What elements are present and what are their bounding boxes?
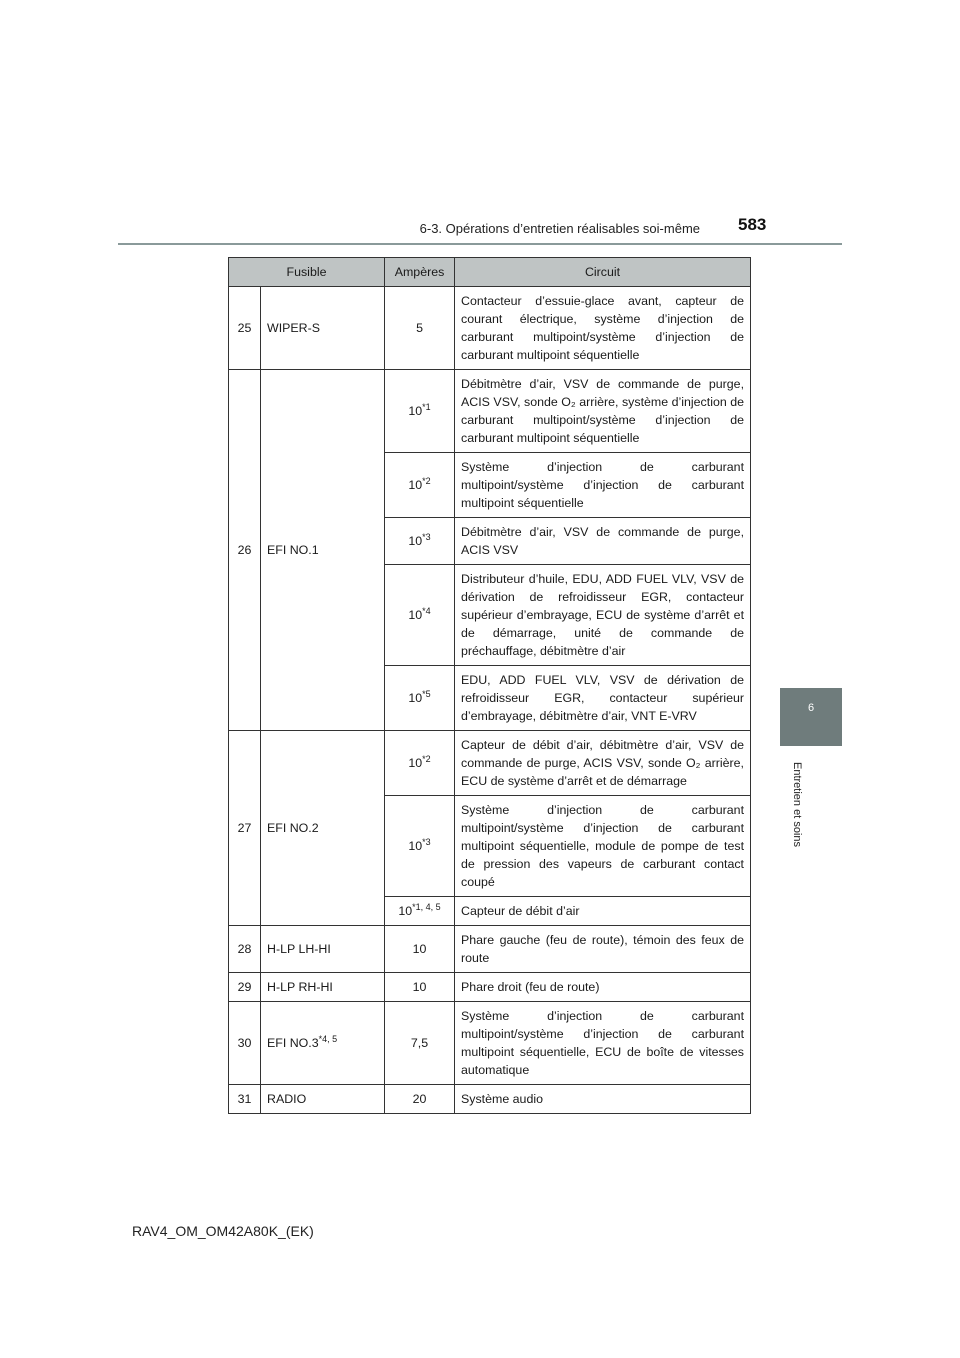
amperage-value: 10 [398,904,413,918]
fuse-number: 29 [229,973,261,1002]
fuse-name: H-LP RH-HI [267,980,333,994]
amperage-cell [385,731,455,796]
footnote-ref: *4, 5 [318,1033,338,1044]
table-row [229,926,751,973]
section-title: 6-3. Opérations d’entretien réalisables soi-même [419,221,700,236]
fuse-name: H-LP LH-HI [267,942,331,956]
footnote-ref: *1, 4, 5 [412,901,441,912]
table-row [229,731,751,796]
fuse-number: 26 [229,370,261,731]
amperage-cell [385,666,455,731]
circuit-description: Débitmètre d’air, VSV de commande de purge, ACIS VSV [455,518,751,565]
fuse-number: 28 [229,926,261,973]
amperage-cell [385,518,455,565]
fuse-name-cell [261,973,385,1002]
amperage-cell [385,973,455,1002]
amperage-cell [385,926,455,973]
fuse-name: EFI NO.3 [267,1036,319,1050]
amperage-value: 7,5 [410,1036,429,1050]
fuse-name-cell [261,370,385,731]
amperage-value: 10 [408,404,423,418]
table-row [229,973,751,1002]
circuit-description: EDU, ADD FUEL VLV, VSV de dérivation de refroidisseur EGR, contacteur supérieur d’embrayage, débitmètre d’air, VNT E-VRV [455,666,751,731]
amperage-cell [385,370,455,453]
amperage-cell [385,453,455,518]
amperage-value: 10 [408,478,423,492]
amperage-value: 10 [408,756,423,770]
fuse-table-body [229,287,751,1114]
circuit-description: Distributeur d’huile, EDU, ADD FUEL VLV, VSV de dérivation de refroidisseur EGR, contacteur supérieur d’embrayage, ECU de système d’arrêt et de démarrage, unité de commande de préchauffage, débitmètre d’air [455,565,751,666]
column-header-fuse: Fusible [229,258,385,287]
circuit-description: Contacteur d’essuie-glace avant, capteur de courant électrique, système d’injection de carburant multipoint/système d’injection de carburant multipoint séquentielle [455,287,751,370]
chapter-tab [780,688,842,746]
fuse-name: WIPER-S [267,321,321,335]
fuse-name: EFI NO.2 [267,821,319,835]
column-header-amperes: Ampères [385,258,455,287]
amperage-cell [385,1002,455,1085]
fuse-table [228,257,751,1114]
circuit-description: Capteur de débit d’air, débitmètre d’air, VSV de commande de purge, ACIS VSV, sonde O₂ arrière, ECU de système d’arrêt et de démarrage [455,731,751,796]
table-header-row [229,258,751,287]
amperage-cell [385,1085,455,1114]
amperage-value: 10 [408,691,423,705]
amperage-value: 10 [408,608,423,622]
footnote-ref: *3 [422,836,431,847]
table-row [229,1085,751,1114]
amperage-cell [385,897,455,926]
document-code: RAV4_OM_OM42A80K_(EK) [132,1223,314,1239]
circuit-description: Système audio [455,1085,751,1114]
fuse-number: 25 [229,287,261,370]
chapter-number: 6 [807,702,815,714]
fuse-number: 27 [229,731,261,926]
amperage-cell [385,796,455,897]
chapter-label: Entretien et soins [791,762,803,847]
footnote-ref: *2 [422,475,431,486]
fuse-name-cell [261,1085,385,1114]
amperage-value: 5 [416,321,423,335]
fuse-name-cell [261,287,385,370]
amperage-cell [385,287,455,370]
table-row [229,370,751,453]
amperage-value: 10 [412,942,427,956]
fuse-name: RADIO [267,1092,307,1106]
circuit-description: Capteur de débit d’air [455,897,751,926]
amperage-value: 10 [408,534,423,548]
circuit-description: Système d’injection de carburant multipoint/système d’injection de carburant multipoint séquentielle, module de pompe de test de pression des vapeurs de carburant contact coupé [455,796,751,897]
circuit-description: Système d’injection de carburant multipoint/système d’injection de carburant multipoint séquentielle, ECU de boîte de vitesses automatique [455,1002,751,1085]
circuit-description: Système d’injection de carburant multipoint/système d’injection de carburant multipoint séquentielle [455,453,751,518]
amperage-value: 10 [412,980,427,994]
circuit-description: Débitmètre d’air, VSV de commande de purge, ACIS VSV, sonde O₂ arrière, système d’injection de carburant multipoint/système d’injection de carburant multipoint séquentielle [455,370,751,453]
fuse-name-cell [261,1002,385,1085]
fuse-name-cell [261,926,385,973]
footnote-ref: *2 [422,753,431,764]
amperage-value: 20 [412,1092,427,1106]
table-row [229,1002,751,1085]
column-header-circuit: Circuit [455,258,751,287]
footnote-ref: *1 [422,401,431,412]
circuit-description: Phare droit (feu de route) [455,973,751,1002]
fuse-number: 31 [229,1085,261,1114]
footnote-ref: *3 [422,531,431,542]
fuse-number: 30 [229,1002,261,1085]
fuse-name-cell [261,731,385,926]
table-row [229,287,751,370]
page-number: 583 [738,215,767,234]
amperage-cell [385,565,455,666]
circuit-description: Phare gauche (feu de route), témoin des feux de route [455,926,751,973]
amperage-value: 10 [408,839,423,853]
footnote-ref: *4 [422,605,431,616]
fuse-name: EFI NO.1 [267,543,319,557]
footnote-ref: *5 [422,688,431,699]
header-divider [118,243,842,245]
